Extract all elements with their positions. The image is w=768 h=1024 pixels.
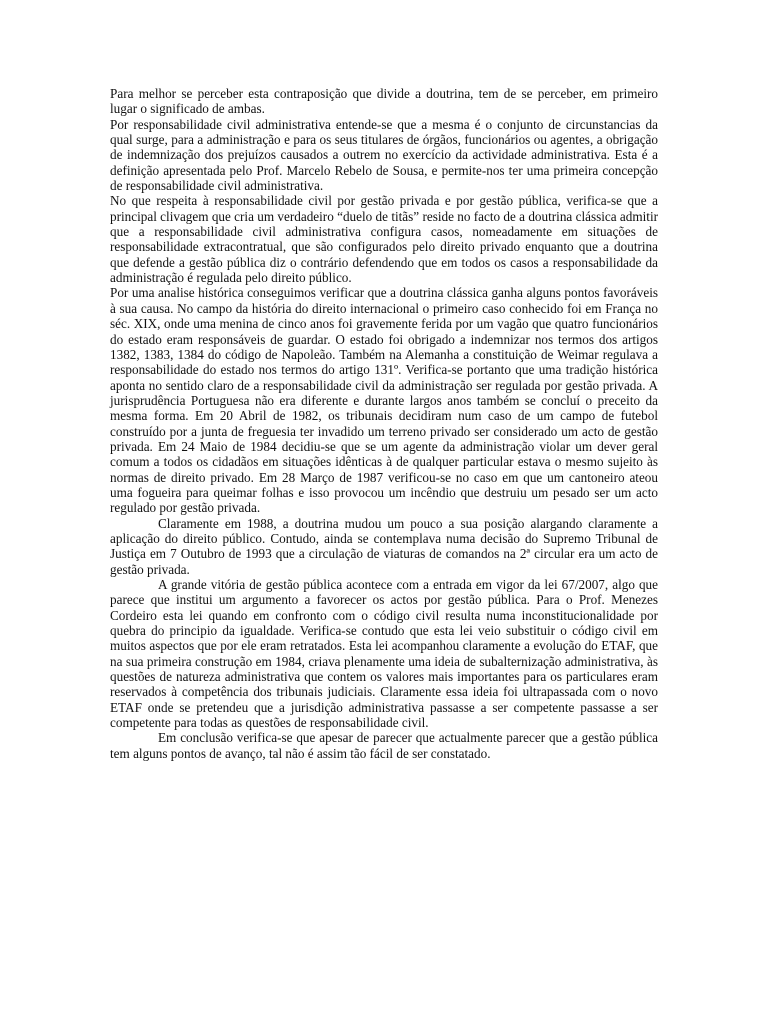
paragraph-1988: Claramente em 1988, a doutrina mudou um pouco a sua posição alargando claramente a aplicação do direito público. Contudo, ainda se contemplava numa decisão do Supremo Tribunal de Justiça em 7 Outubro de 1993 que a circulação de viaturas de comandos na 2ª circular era um acto de gestão privada. (110, 515, 658, 577)
paragraph-definition: Por responsabilidade civil administrativa entende-se que a mesma é o conjunto de circunstancias da qual surge, para a administração e para os seus titulares de órgãos, funcionários ou agentes, a obrigação de indemnização dos prejuízos causados a outrem no exercício da actividade administrativa. Esta é a definição apresentada pelo Prof. Marcelo Rebelo de Sousa, e permite-nos ter uma primeira concepção de responsabilidade civil administrativa. (110, 116, 658, 194)
paragraph-intro: Para melhor se perceber esta contraposição que divide a doutrina, tem de se perceber, em primeiro lugar o significado de ambas. (110, 86, 658, 117)
document-body (110, 86, 658, 761)
paragraph-clivagem: No que respeita à responsabilidade civil por gestão privada e por gestão pública, verifica-se que a principal clivagem que cria um verdadeiro “duelo de titãs” reside no facto de a doutrina clássica admitir que a responsabilidade civil administrativa configura casos, nomeadamente em situações de responsabilidade extracontratual, que são configurados pelo direito privado enquanto que a doutrina que defende a gestão pública diz o contrário defendendo que em todos os casos a responsabilidade da administração é regulada pelo direito público. (110, 193, 658, 286)
paragraph-conclusion: Em conclusão verifica-se que apesar de parecer que actualmente parecer que a gestão pública tem alguns pontos de avanço, tal não é assim tão fácil de ser constatado. (110, 730, 658, 761)
paragraph-law-67-2007: A grande vitória de gestão pública acontece com a entrada em vigor da lei 67/2007, algo que parece que institui um argumento a favorecer os actos por gestão pública. Para o Prof. Menezes Cordeiro esta lei quando em confronto com o código civil resulta numa inconstitucionalidade por quebra do principio da igualdade. Verifica-se contudo que esta lei veio substituir o código civil em muitos aspectos que por ele eram retratados. Esta lei acompanhou claramente a evolução do ETAF, que na sua primeira construção em 1984, criava plenamente uma ideia de subalternização administrativa, às questões de natureza administrativa que contem os valores mais importantes para os particulares eram reservados à competência dos tribunais judiciais. Claramente essa ideia foi ultrapassada com o novo ETAF onde se pretendeu que a jurisdição administrativa passasse a ser competente passasse a ser competente para todas as questões de responsabilidade civil. (110, 577, 658, 731)
paragraph-historical-analysis: Por uma analise histórica conseguimos verificar que a doutrina clássica ganha alguns pontos favoráveis à sua causa. No campo da história do direito internacional o primeiro caso conhecido foi em França no séc. XIX, onde uma menina de cinco anos foi gravemente ferida por um vagão que quatro funcionários do estado eram responsáveis de guardar. O estado foi obrigado a indemnizar nos termos dos artigos 1382, 1383, 1384 do código de Napoleão. Também na Alemanha a constituição de Weimar regulava a responsabilidade do estado nos termos do artigo 131º. Verifica-se portanto que uma tradição histórica aponta no sentido claro de a responsabilidade civil da administração ser regulada por gestão privada. A jurisprudência Portuguesa não era diferente e durante largos anos também se concluí o preceito da mesma forma. Em 20 Abril de 1982, os tribunais decidiram num caso de um campo de futebol construído por a junta de freguesia ter invadido um terreno privado ser considerado um acto de gestão privada. Em 24 Maio de 1984 decidiu-se que se um agente da administração violar um dever geral comum a todos os cidadãos em situações idênticas à de qualquer particular estava o mesmo sujeito às normas de direito privado. Em 28 Março de 1987 verificou-se no caso em que um cantoneiro ateou uma fogueira para queimar folhas e isso provocou um incêndio que destruiu um pesado ser um acto regulado por gestão privada. (110, 285, 658, 516)
